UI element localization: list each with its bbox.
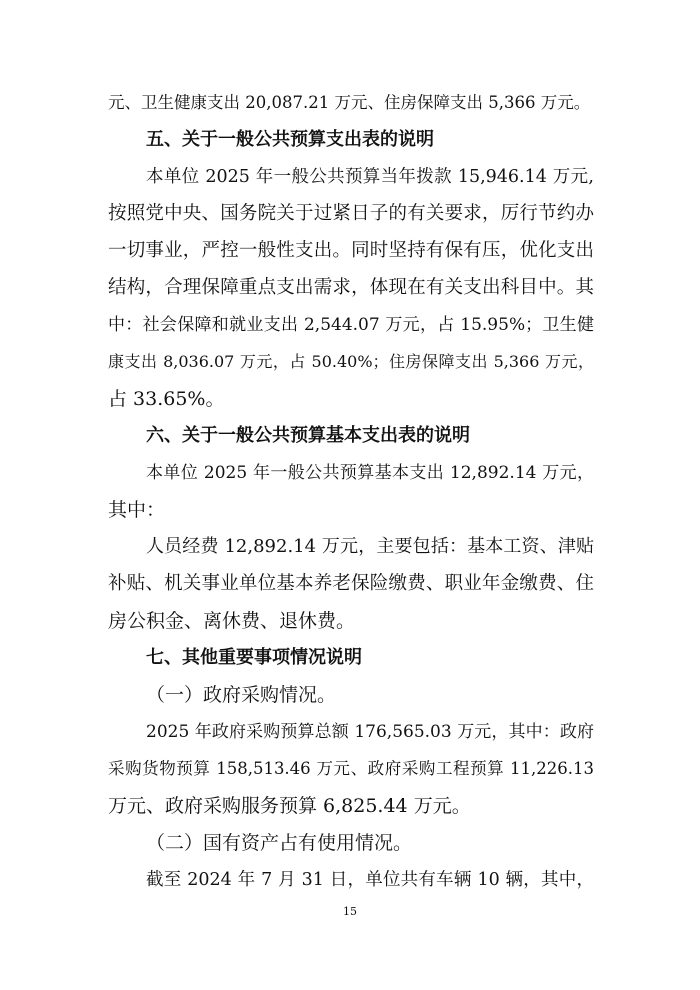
paragraph-line: 截至 2024 年 7 月 31 日，单位共有车辆 10 辆，其中， bbox=[146, 870, 594, 890]
paragraph-line: 本单位 2025 年一般公共预算基本支出 12,892.14 万元， bbox=[146, 463, 594, 483]
paragraph-line: 人员经费 12,892.14 万元，主要包括：基本工资、津贴 bbox=[146, 536, 594, 557]
paragraph-line: 一切事业，严控一般性支出。同时坚持有保有压，优化支出 bbox=[108, 240, 594, 261]
section-heading-6: 六、关于一般公共预算基本支出表的说明 bbox=[146, 425, 470, 446]
paragraph-line: 万元、政府采购服务预算 6,825.44 万元。 bbox=[108, 795, 471, 817]
paragraph-line: 房公积金、离休费、退休费。 bbox=[108, 610, 356, 632]
subsection-heading: （一）政府采购情况。 bbox=[146, 684, 337, 706]
paragraph-line: 2025 年政府采购预算总额 176,565.03 万元，其中：政府 bbox=[146, 722, 594, 742]
paragraph-line: 其中： bbox=[108, 499, 166, 521]
section-heading-5: 五、关于一般公共预算支出表的说明 bbox=[146, 129, 434, 150]
paragraph-line: 结构，合理保障重点支出需求，体现在有关支出科目中。其 bbox=[108, 277, 594, 298]
paragraph-line: 按照党中央、国务院关于过紧日子的有关要求，厉行节约办 bbox=[108, 203, 594, 224]
paragraph-line: 本单位 2025 年一般公共预算当年拨款 15,946.14 万元, bbox=[146, 167, 594, 187]
paragraph-line: 中：社会保障和就业支出 2,544.07 万元，占 15.95%；卫生健 bbox=[108, 315, 594, 335]
paragraph-line: 康支出 8,036.07 万元，占 50.40%；住房保障支出 5,366 万元， bbox=[108, 352, 594, 371]
page-number: 15 bbox=[343, 905, 357, 918]
paragraph-line: 占 33.65%。 bbox=[108, 388, 225, 410]
subsection-heading: （二）国有资产占有使用情况。 bbox=[146, 832, 413, 854]
paragraph-line: 采购货物预算 158,513.46 万元、政府采购工程预算 11,226.13 bbox=[108, 759, 594, 778]
paragraph-line: 元、卫生健康支出 20,087.21 万元、住房保障支出 5,366 万元。 bbox=[108, 93, 591, 112]
section-heading-7: 七、其他重要事项情况说明 bbox=[146, 647, 362, 668]
paragraph-line: 补贴、机关事业单位基本养老保险缴费、职业年金缴费、住 bbox=[108, 573, 594, 594]
